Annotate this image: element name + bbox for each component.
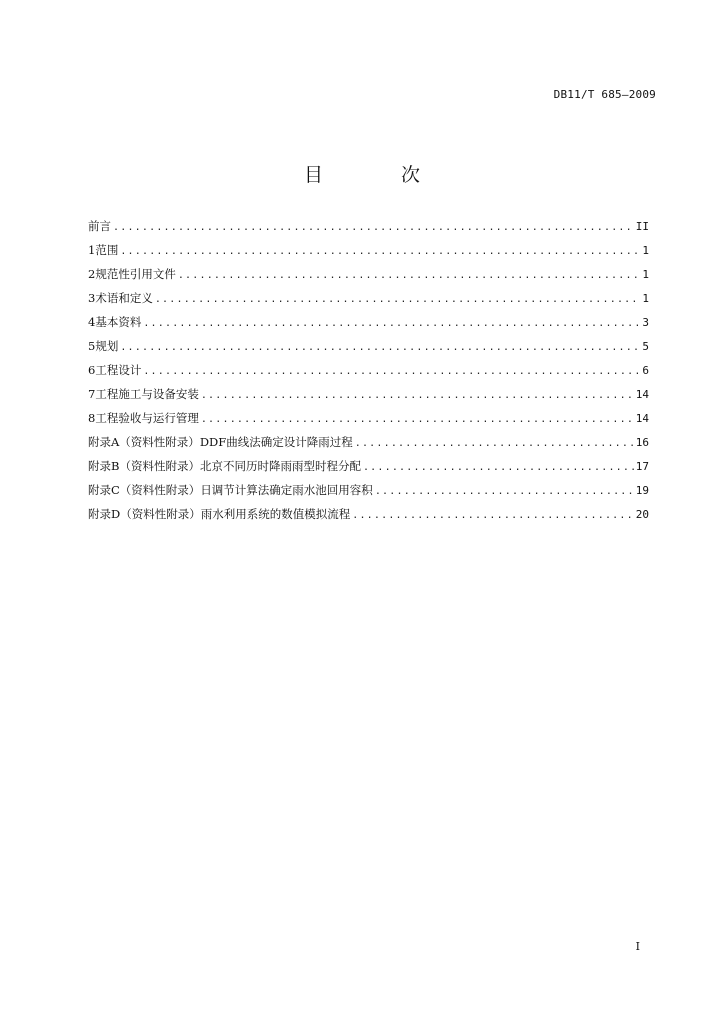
- toc-dot-leader: [355, 438, 634, 449]
- toc-entry[interactable]: [88, 242, 649, 266]
- toc-entry[interactable]: [88, 266, 649, 290]
- toc-entry-label[interactable]: 工程验收与运行管理: [95, 411, 199, 425]
- toc-entry[interactable]: [88, 218, 649, 242]
- toc-entry[interactable]: [88, 338, 649, 362]
- toc-entry-label[interactable]: 雨水利用系统的数值模拟流程: [200, 507, 351, 521]
- toc-entry-appendix-prefix: 附录A（资料性附录）: [88, 435, 200, 449]
- toc-entry-number: 8: [88, 411, 96, 425]
- toc-entry-page: 19: [635, 484, 649, 497]
- toc-entry[interactable]: [88, 434, 649, 458]
- toc-entry-page: 6: [642, 364, 649, 377]
- toc-entry-label[interactable]: 规范性引用文件: [95, 267, 176, 281]
- toc-entry-number: 3: [88, 291, 96, 305]
- toc-entry-label[interactable]: DDF曲线法确定设计降雨过程: [199, 435, 353, 449]
- toc-entry-appendix-prefix: 附录B（资料性附录）: [88, 459, 200, 473]
- toc-entry-page: 1: [642, 292, 649, 305]
- toc-entry-number: 4: [88, 315, 96, 329]
- toc-dot-leader: [201, 414, 634, 425]
- toc-entry-appendix-prefix: 附录C（资料性附录）: [88, 483, 201, 497]
- toc-entry[interactable]: [88, 482, 649, 506]
- toc-entry-label[interactable]: 范围: [95, 243, 119, 257]
- toc-entry-page: 16: [635, 436, 649, 449]
- toc-entry[interactable]: [88, 386, 649, 410]
- toc-entry-label[interactable]: 前言: [88, 219, 111, 233]
- toc-entry-number: 6: [88, 363, 96, 377]
- toc-entry-label[interactable]: 工程施工与设备安装: [95, 387, 199, 401]
- toc-entry[interactable]: [88, 410, 649, 434]
- toc-entry-number: 5: [88, 339, 96, 353]
- toc-entry-page: 5: [642, 340, 649, 353]
- toc-entry-label[interactable]: 日调节计算法确定雨水池回用容积: [200, 483, 373, 497]
- toc-entry-page: 1: [642, 244, 649, 257]
- page-title: 目 次: [303, 164, 457, 186]
- toc-entry-label[interactable]: 工程设计: [95, 363, 142, 377]
- toc-entry-label[interactable]: 术语和定义: [95, 291, 153, 305]
- toc-dot-leader: [178, 270, 639, 281]
- toc-entry-page: 17: [635, 460, 649, 473]
- toc-dot-leader: [201, 390, 634, 401]
- toc-entry-label[interactable]: 北京不同历时降雨雨型时程分配: [199, 459, 361, 473]
- toc-dot-leader: [352, 510, 634, 521]
- toc-entry-page: 20: [635, 508, 649, 521]
- toc-entry-number: 1: [88, 243, 96, 257]
- toc-entry-page: 1: [642, 268, 649, 281]
- toc-dot-leader: [120, 246, 639, 257]
- toc-entry-label[interactable]: 规划: [95, 339, 119, 353]
- toc-dot-leader: [143, 366, 639, 377]
- toc-entry-page: II: [635, 220, 649, 233]
- toc-entry[interactable]: [88, 290, 649, 314]
- toc-entry-number: 7: [88, 387, 96, 401]
- toc-entry-label[interactable]: 基本资料: [95, 315, 142, 329]
- toc-entry[interactable]: [88, 458, 649, 482]
- toc-dot-leader: [113, 222, 634, 233]
- document-code: DB11/T 685—2009: [553, 88, 656, 101]
- toc-entry-page: 14: [635, 388, 649, 401]
- toc-dot-leader: [143, 318, 639, 329]
- toc-entry[interactable]: [88, 314, 649, 338]
- toc-dot-leader: [363, 462, 634, 473]
- table-of-contents: [88, 218, 649, 530]
- toc-entry-page: 3: [642, 316, 649, 329]
- page-number: I: [635, 940, 640, 953]
- toc-entry[interactable]: [88, 362, 649, 386]
- toc-entry[interactable]: [88, 506, 649, 530]
- toc-dot-leader: [375, 486, 634, 497]
- toc-dot-leader: [155, 294, 639, 305]
- toc-entry-number: 2: [88, 267, 96, 281]
- toc-dot-leader: [120, 342, 639, 353]
- toc-entry-appendix-prefix: 附录D（资料性附录）: [88, 507, 201, 521]
- toc-entry-page: 14: [635, 412, 649, 425]
